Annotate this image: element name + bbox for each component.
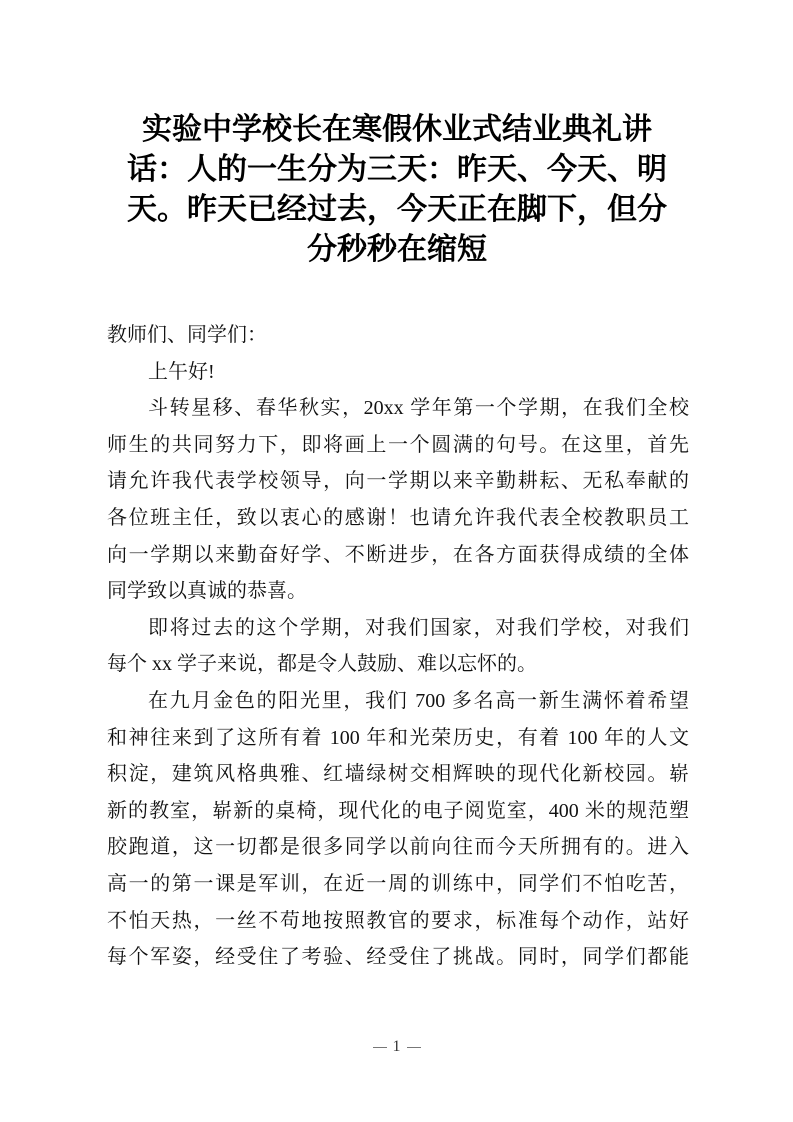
body-line: 不怕天热，一丝不苟地按照教官的要求，标准每个动作，站好 bbox=[107, 909, 689, 932]
title-line: 话：人的一生分为三天：昨天、今天、明 bbox=[127, 152, 667, 187]
body-line: 和神往来到了这所有着 100 年和光荣历史，有着 100 年的人文 bbox=[107, 726, 689, 749]
title-line: 天。昨天已经过去，今天正在脚下，但分 bbox=[127, 192, 667, 227]
title-line: 分秒秒在缩短 bbox=[307, 232, 487, 267]
page-number: 1 bbox=[392, 1038, 401, 1055]
body-line: 请允许我代表学校领导，向一学期以来辛勤耕耘、无私奉献的 bbox=[107, 470, 689, 493]
body-line: 即将过去的这个学期，对我们国家，对我们学校，对我们 bbox=[148, 616, 689, 639]
body-line: 各位班主任，致以衷心的感谢！也请允许我代表全校教职员工 bbox=[107, 506, 689, 529]
body-line: 斗转星移、春华秋实，20xx 学年第一个学期，在我们全校 bbox=[148, 397, 689, 420]
document-title bbox=[104, 110, 690, 270]
title-line: 实验中学校长在寒假休业式结业典礼讲 bbox=[142, 112, 652, 147]
body-line: 师生的共同努力下，即将画上一个圆满的句号。在这里，首先 bbox=[107, 433, 689, 456]
body-line: 胶跑道，这一切都是很多同学以前向往而今天所拥有的。进入 bbox=[107, 836, 689, 859]
body-line: 高一的第一课是军训，在近一周的训练中，同学们不怕吃苦， bbox=[107, 872, 689, 895]
page-footer bbox=[0, 1038, 793, 1056]
document-body bbox=[107, 317, 689, 976]
footer-dash bbox=[407, 1047, 421, 1048]
body-line: 同学致以真诚的恭喜。 bbox=[107, 580, 307, 603]
body-line: 向一学期以来勤奋好学、不断进步，在各方面获得成绩的全体 bbox=[107, 543, 689, 566]
body-line: 积淀，建筑风格典雅、红墙绿树交相辉映的现代化新校园。崭 bbox=[107, 763, 689, 786]
body-line: 每个 xx 学子来说，都是令人鼓励、难以忘怀的。 bbox=[107, 653, 537, 676]
footer-dash bbox=[373, 1047, 387, 1048]
body-line: 上午好! bbox=[148, 360, 215, 383]
body-line: 在九月金色的阳光里，我们 700 多名高一新生满怀着希望 bbox=[148, 689, 689, 712]
body-line: 每个军姿，经受住了考验、经受住了挑战。同时，同学们都能 bbox=[107, 946, 689, 969]
body-line: 新的教室，崭新的桌椅，现代化的电子阅览室，400 米的规范塑 bbox=[107, 799, 689, 822]
body-line: 教师们、同学们： bbox=[107, 324, 267, 346]
